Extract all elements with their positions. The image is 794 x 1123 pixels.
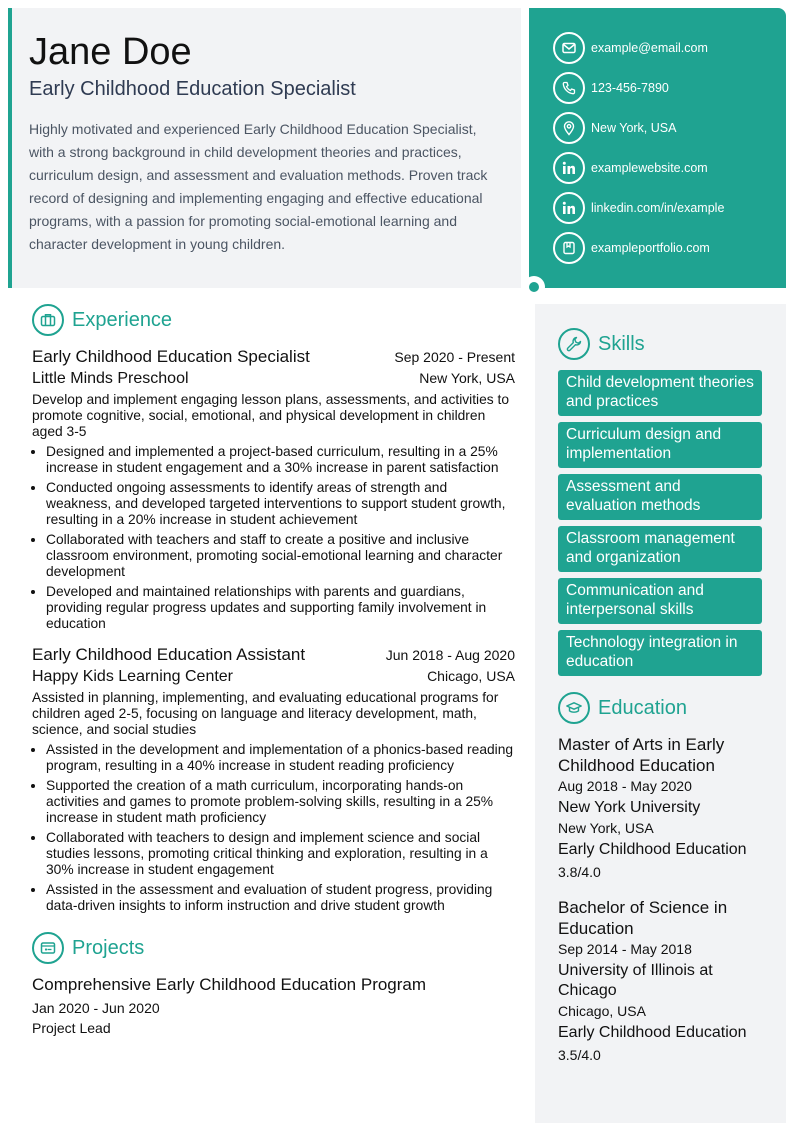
contact-phone[interactable] [553,72,786,104]
contact-portfolio-text: exampleportfolio.com [591,241,710,255]
skills-heading [558,328,762,360]
project-role: Project Lead [32,1020,111,1036]
education-entry [558,897,762,1066]
job-title: Early Childhood Education Specialist [32,347,310,366]
projects-heading [32,932,515,964]
education-date: Sep 2014 - May 2018 [558,941,692,957]
education-date: Aug 2018 - May 2020 [558,778,692,794]
experience-title: Experience [72,308,173,331]
job-bullet: • Developed and maintained relationships with parents and guardians, providing regular progress updates and supporting family involvement in education [46,584,515,632]
education-gpa: 3.8/4.0 [558,864,601,880]
skills-list [558,370,762,676]
projects-title: Projects [72,936,145,959]
project-title: Comprehensive Early Childhood Education Program [32,975,427,994]
job-bullet: • Designed and implemented a project-based curriculum, resulting in a 25% increase in student engagement and a 30% increase in parent satisfaction [46,444,515,476]
job-entry [32,644,515,914]
job-entry [32,346,515,632]
wrench-icon [558,328,590,360]
education-degree: Master of Arts in Early Childhood Education [558,735,725,775]
project-icon [32,932,64,964]
job-bullet: • Supported the creation of a math curriculum, incorporating hands-on activities and games to promote problem-solving skills, resulting in a 25% increase in student math proficiency [46,778,515,826]
contact-location-text: New York, USA [591,121,677,135]
job-date: Sep 2020 - Present [394,349,515,365]
education-location: New York, USA [558,820,654,836]
summary: Highly motivated and experienced Early Childhood Education Specialist, with a strong background in child development theories and practices, curriculum design, and assessment and evaluation methods. Proven track record of designing and implementing engaging and effective educational programs, with a passion for promoting social-emotional learning and character development in young children. [29,121,488,252]
education-heading [558,692,762,724]
project-entry [32,974,515,1038]
header-panel [8,8,521,288]
contact-website-text: examplewebsite.com [591,161,708,175]
education-entry [558,734,762,883]
job-bullet: • Assisted in the assessment and evaluation of student progress, providing data-driven insights to inform instruction and drive student growth [46,882,515,914]
job-bullet: • Conducted ongoing assessments to identify areas of strength and weakness, and developed targeted interventions to support student growth, resulting in a 20% increase in student achievement [46,480,515,528]
linkedin-icon [553,192,585,224]
contact-email-text: example@email.com [591,41,708,55]
candidate-name: Jane Doe [29,31,192,73]
education-field: Early Childhood Education [558,841,747,858]
skill-tag: Curriculum design and implementation [558,422,762,468]
mail-icon [553,32,585,64]
education-degree: Bachelor of Science in Education [558,898,728,938]
job-description: Develop and implement engaging lesson plans, assessments, and activities to promote cognitive, social, emotional, and physical development in children aged 3-5 [32,392,510,439]
location-pin-icon [553,112,585,144]
skills-title: Skills [598,332,645,355]
phone-icon [553,72,585,104]
job-bullet: • Collaborated with teachers to design and implement science and social studies lessons, promoting critical thinking and exploration, resulting in a 30% increase in student engagement [46,830,515,878]
sidebar [535,304,786,1123]
skill-tag: Communication and interpersonal skills [558,578,762,624]
skill-tag: Technology integration in education [558,630,762,676]
contact-linkedin-text: linkedin.com/in/example [591,201,725,215]
contact-email[interactable] [553,32,786,64]
education-school: University of Illinois at Chicago [558,962,713,999]
main-column [32,304,515,1038]
education-location: Chicago, USA [558,1003,646,1019]
skill-tag: Child development theories and practices [558,370,762,416]
contact-location [553,112,786,144]
job-title: Early Childhood Education Assistant [32,645,306,664]
briefcase-icon [32,304,64,336]
skill-tag: Classroom management and organization [558,526,762,572]
job-location: Chicago, USA [427,668,515,684]
graduation-cap-icon [558,692,590,724]
contact-phone-text: 123-456-7890 [591,81,669,95]
education-field: Early Childhood Education [558,1024,747,1041]
job-bullets [32,444,515,632]
candidate-title: Early Childhood Education Specialist [29,78,356,100]
contact-panel [529,8,786,288]
skill-tag: Assessment and evaluation methods [558,474,762,520]
job-date: Jun 2018 - Aug 2020 [385,647,515,663]
job-company: Happy Kids Learning Center [32,668,234,685]
linkedin-icon [553,152,585,184]
contact-website[interactable] [553,152,786,184]
job-bullets [32,742,515,914]
job-bullet: • Assisted in the development and implementation of a phonics-based reading program, resulting in a 40% increase in student reading proficiency [46,742,515,774]
portfolio-icon [553,232,585,264]
contact-portfolio[interactable] [553,232,786,264]
contact-linkedin[interactable] [553,192,786,224]
job-bullet: • Collaborated with teachers and staff to create a positive and inclusive classroom environment, promoting social-emotional learning and character development [46,532,515,580]
education-gpa: 3.5/4.0 [558,1047,601,1063]
experience-heading [32,304,515,336]
job-description: Assisted in planning, implementing, and evaluating educational programs for children aged 2-5, focusing on language and literacy development, math, science, and social studies [32,690,499,737]
education-school: New York University [558,799,701,816]
job-company: Little Minds Preschool [32,370,189,387]
project-date: Jan 2020 - Jun 2020 [32,1000,160,1016]
decor-dot-inner [529,282,539,292]
education-title: Education [598,696,687,719]
job-location: New York, USA [419,370,515,386]
